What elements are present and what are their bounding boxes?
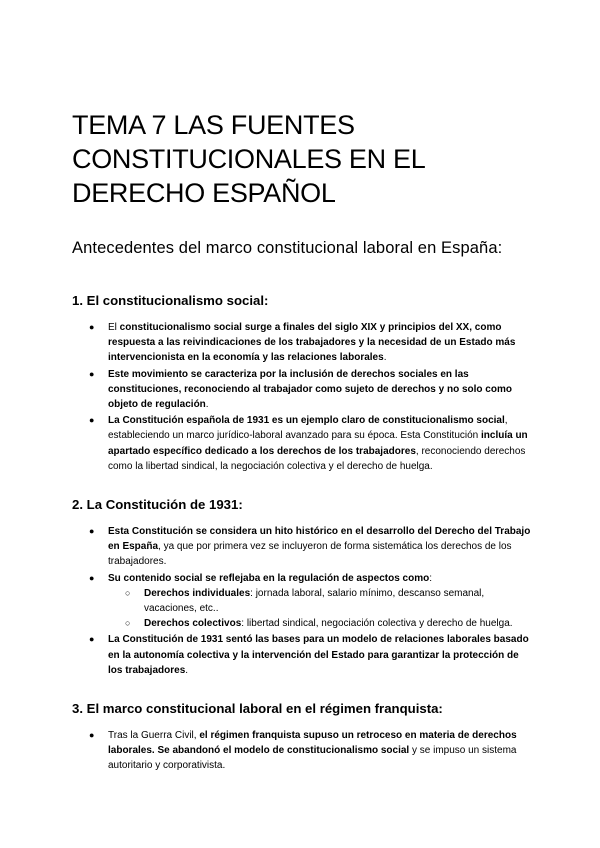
bullet-icon: ● xyxy=(89,415,95,426)
circle-bullet-icon: ○ xyxy=(125,587,131,598)
list-item: ● Esta Constitución se considera un hito histórico en el desarrollo del Derecho del Trabajo en España, ya que por primera vez se incluyeron de forma sistemática los derechos de los trabajadores. xyxy=(89,526,531,568)
list-item: ● Su contenido social se reflejaba en la regulación de aspectos como: ○ Derechos individuales: jornada laboral, salario mínimo, descanso semanal, vacaciones, etc.. ○ Derechos colectivos: libertad sindical, negociación colectiva y derecho de huelga. xyxy=(72,571,532,632)
sub-list-item: ○ Derechos colectivos: libertad sindical, negociación colectiva y derecho de huelga. xyxy=(108,616,532,631)
list-item: ● Tras la Guerra Civil, el régimen franquista supuso un retroceso en materia de derechos laborales. Se abandonó el modelo de constitucionalismo social y se impuso un sistema autoritario y corporativista. xyxy=(89,730,517,772)
section-heading: Antecedentes del marco constitucional laboral en España: xyxy=(72,239,503,257)
bullet-icon: ● xyxy=(89,572,95,583)
bullet-icon: ● xyxy=(89,634,95,645)
bullet-icon: ● xyxy=(89,730,95,740)
list-item: ● La Constitución de 1931 sentó las bases para un modelo de relaciones laborales basado en la autonomía colectiva y la intervención del Estado para garantizar la protección de los trabajadores. xyxy=(89,634,529,676)
bullet-icon: ● xyxy=(89,322,95,332)
sub-list-item: ○ Derechos individuales: jornada laboral, salario mínimo, descanso semanal, vacaciones, etc.. xyxy=(125,587,485,615)
section-1-title: 1. El constitucionalismo social: xyxy=(72,293,269,308)
section-2-title: 2. La Constitución de 1931: xyxy=(72,497,243,512)
section-3-list xyxy=(72,728,532,775)
list-item: ● La Constitución española de 1931 es un ejemplo claro de constitucionalismo social, estableciendo un marco jurídico-laboral avanzado para su época. Esta Constitución incluía un apartado específico dedicado a los derechos de los trabajadores, reconociendo derechos como la libertad sindical, la negociación colectiva y el derecho de huelga. xyxy=(89,415,528,472)
circle-bullet-icon: ○ xyxy=(125,618,131,629)
list-item: ● El constitucionalismo social surge a finales del siglo XIX y principios del XX, como respuesta a las reivindicaciones de los trabajadores y la necesidad de un Estado más intervencionista en la economía y las relaciones laborales. xyxy=(89,322,516,364)
bullet-icon: ● xyxy=(89,368,95,379)
sub-list xyxy=(108,586,532,632)
bullet-icon: ● xyxy=(89,526,95,536)
list-item: ● Este movimiento se caracteriza por la inclusión de derechos sociales en las constituciones, reconociendo al trabajador como sujeto de derechos y no solo como objeto de regulación. xyxy=(89,368,512,411)
section-1-list xyxy=(72,320,532,475)
section-3-title: 3. El marco constitucional laboral en el régimen franquista: xyxy=(72,701,443,716)
document-title: TEMA 7 LAS FUENTES CONSTITUCIONALES EN EL DERECHO ESPAÑOL xyxy=(72,110,425,208)
section-2-list xyxy=(72,524,532,679)
